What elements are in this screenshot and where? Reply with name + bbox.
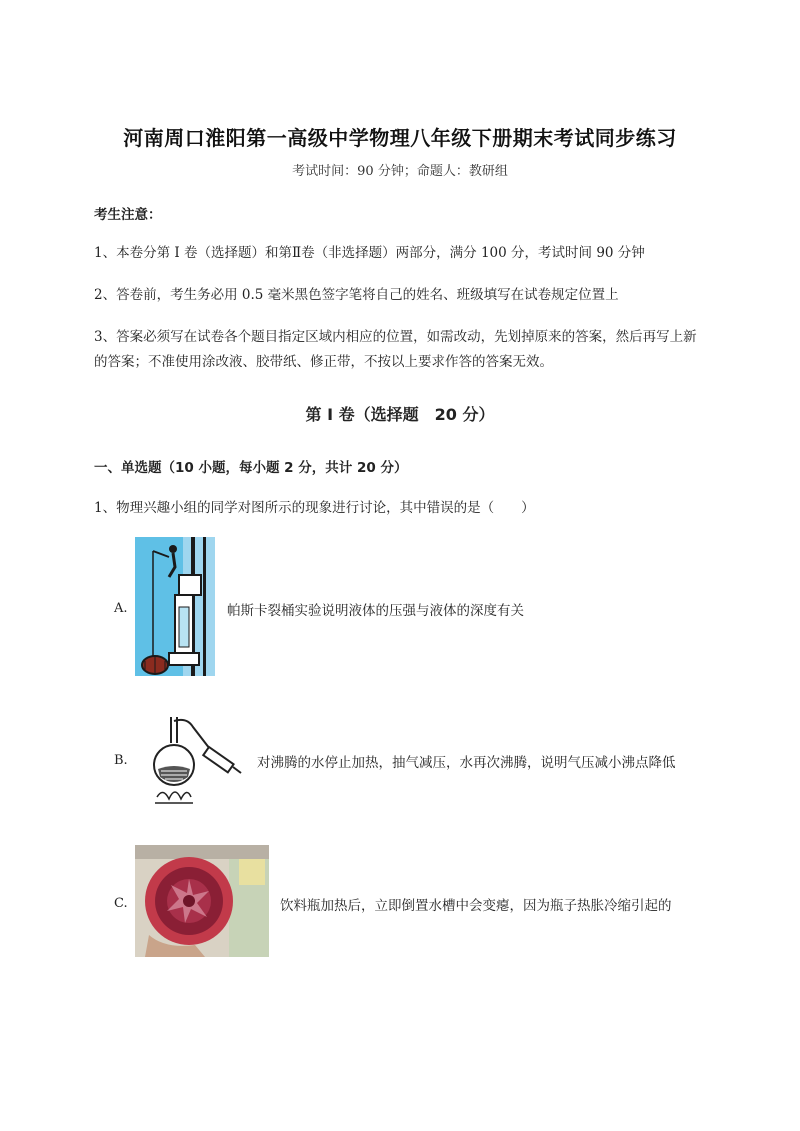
option-c-text: 饮料瓶加热后，立即倒置水槽中会变瘪，因为瓶子热胀冷缩引起的 (280, 898, 672, 914)
question-stem: 1、物理兴趣小组的同学对图所示的现象进行讨论，其中错误的是（ ） (94, 500, 535, 516)
bottle-photo-illustration (135, 845, 269, 957)
flask-syringe-illustration (147, 713, 245, 811)
option-a-text: 帕斯卡裂桶实验说明液体的压强与液体的深度有关 (227, 603, 524, 619)
section-title: 第 I 卷（选择题 20 分） (305, 405, 495, 424)
option-a-label: A. (114, 601, 128, 616)
notes-heading: 考生注意： (94, 207, 162, 223)
exam-info: 考试时间：90 分钟；命题人：教研组 (292, 164, 508, 179)
option-c-label: C. (114, 896, 128, 911)
note-item: 2、答卷前，考生务必用 0.5 毫米黑色签字笔将自己的姓名、班级填写在试卷规定位置上 (94, 287, 619, 303)
note-item: 3、答案必须写在试卷各个题目指定区域内相应的位置，如需改动，先划掉原来的答案，然后再写上新的答案；不准使用涂改液、胶带纸、修正带，不按以上要求作答的答案无效。 (94, 329, 697, 370)
pascal-barrel-illustration (135, 537, 215, 676)
note-item: 1、本卷分第 I 卷（选择题）和第Ⅱ卷（非选择题）两部分，满分 100 分，考试时间 90 分钟 (94, 245, 645, 261)
page-title: 河南周口淮阳第一高级中学物理八年级下册期末考试同步练习 (123, 126, 677, 150)
part-heading: 一、单选题（10 小题，每小题 2 分，共计 20 分） (94, 460, 408, 476)
option-b-text: 对沸腾的水停止加热，抽气减压，水再次沸腾，说明气压减小沸点降低 (257, 755, 676, 771)
option-b-label: B. (114, 753, 128, 768)
